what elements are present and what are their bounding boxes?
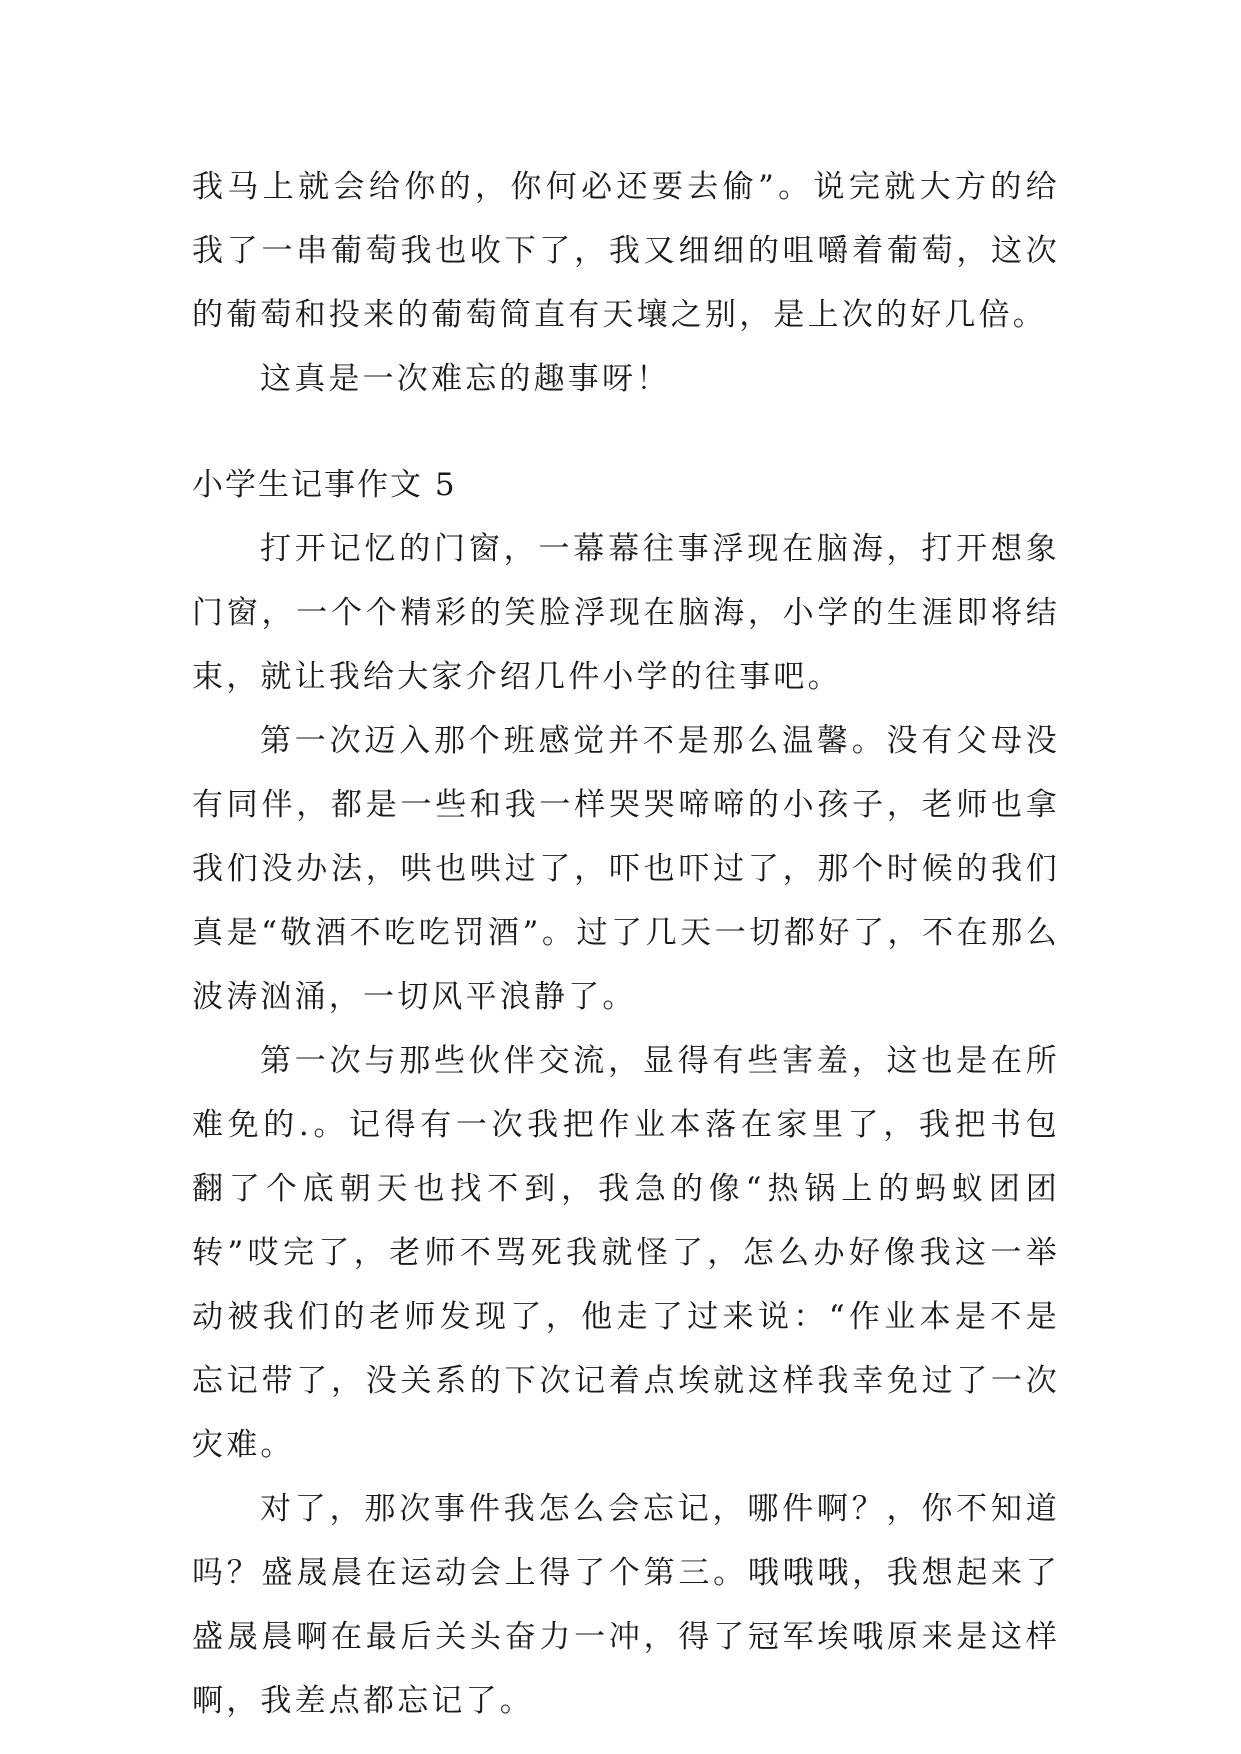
- paragraph: 打开记忆的门窗，一幕幕往事浮现在脑海，打开想象门窗，一个个精彩的笑脸浮现在脑海，小学的生涯即将结束，就让我给大家介绍几件小学的往事吧。: [192, 531, 1060, 695]
- document-body: [192, 155, 1060, 1733]
- paragraph: 这真是一次难忘的趣事呀！: [260, 361, 671, 397]
- section-gap: [192, 411, 1060, 453]
- paragraph: 对了，那次事件我怎么会忘记，哪件啊？，你不知道吗？盛晟晨在运动会上得了个第三。哦哦哦，我想起来了盛晟晨啊在最后关头奋力一冲，得了冠军埃哦原来是这样啊，我差点都忘记了。: [192, 1491, 1060, 1719]
- paragraph: 第一次与那些伙伴交流，显得有些害羞，这也是在所难免的.。记得有一次我把作业本落在家里了，我把书包翻了个底朝天也找不到，我急的像“热锅上的蚂蚁团团转”哎完了，老师不骂死我就怪了，怎么办好像我这一举动被我们的老师发现了，他走了过来说：“作业本是不是忘记带了，没关系的下次记着点埃就这样我幸免过了一次灾难。: [192, 1043, 1060, 1463]
- paragraph: 第一次迈入那个班感觉并不是那么温馨。没有父母没有同伴，都是一些和我一样哭哭啼啼的小孩子，老师也拿我们没办法，哄也哄过了，吓也吓过了，那个时候的我们真是“敬酒不吃吃罚酒”。过了几天一切都好了，不在那么波涛汹涌，一切风平浪静了。: [192, 723, 1060, 1015]
- paragraph: 我马上就会给你的，你何必还要去偷”。说完就大方的给我了一串葡萄我也收下了，我又细细的咀嚼着葡萄，这次的葡萄和投来的葡萄简直有天壤之别，是上次的好几倍。: [192, 169, 1060, 333]
- section-title: 小学生记事作文 5: [192, 467, 457, 503]
